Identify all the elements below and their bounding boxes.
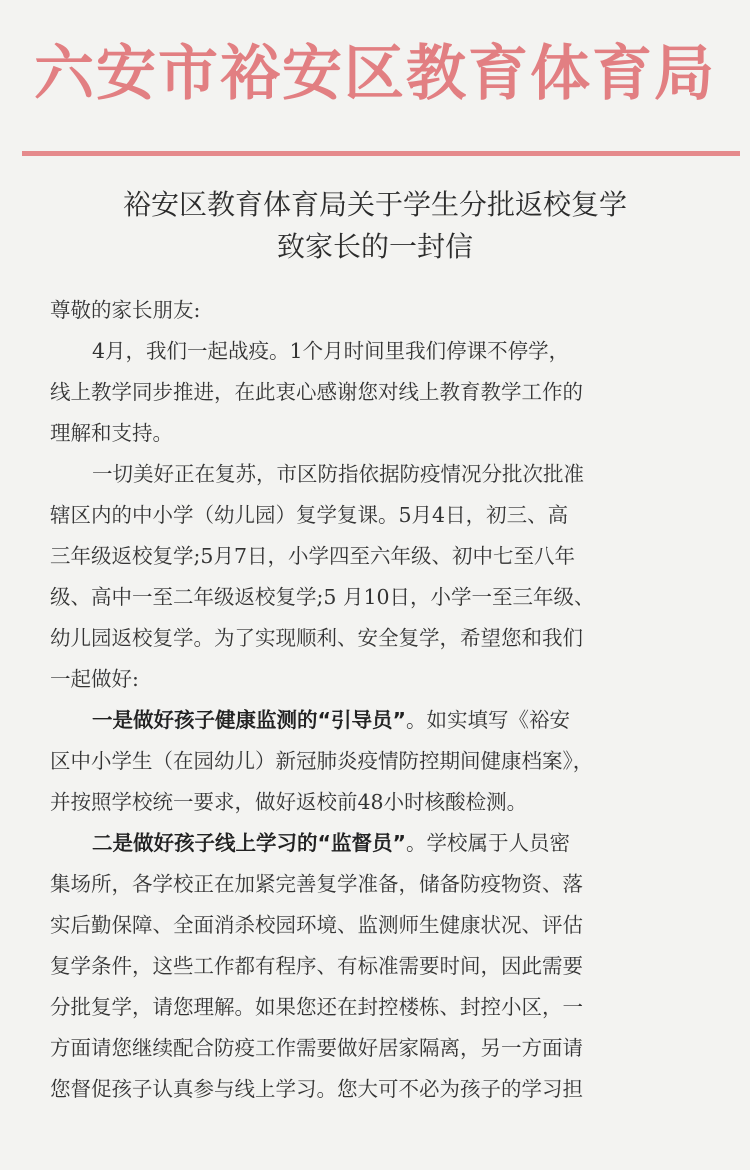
letterhead-divider: [22, 151, 740, 156]
paragraph-4-line-5: 分批复学，请您理解。如果您还在封控楼栋、封控小区，一: [50, 995, 583, 1019]
paragraph-3-bold-lead: 一是做好孩子健康监测的“引导员”: [92, 708, 406, 732]
paragraph-3-line-3: 并按照学校统一要求，做好返校前48小时核酸检测。: [50, 790, 528, 814]
paragraph-2: [50, 454, 710, 700]
paragraph-1-line-3: 理解和支持。: [50, 421, 173, 445]
paragraph-4-line-7: 您督促孩子认真参与线上学习。您大可不必为孩子的学习担: [50, 1077, 583, 1101]
paragraph-2-line-1: 一切美好正在复苏，市区防指依据防疫情况分批次批准: [92, 462, 584, 486]
paragraph-2-line-6: 一起做好:: [50, 667, 139, 691]
paragraph-2-line-5: 幼儿园返校复学。为了实现顺利、安全复学，希望您和我们: [50, 626, 583, 650]
document-title-line-1: 裕安区教育体育局关于学生分批返校复学: [122, 188, 627, 221]
document-title: [0, 184, 750, 268]
paragraph-2-line-4: 级、高中一至二年级返校复学;5 月10日，小学一至三年级、: [50, 585, 595, 609]
paragraph-4: [50, 823, 710, 1110]
paragraph-1-line-1: 4月，我们一起战疫。1个月时间里我们停课不停学，: [92, 339, 570, 363]
salutation: 尊敬的家长朋友:: [50, 298, 201, 322]
letter-body: [50, 290, 710, 1110]
paragraph-4-line-4: 复学条件，这些工作都有程序、有标准需要时间，因此需要: [50, 954, 583, 978]
paragraph-4-line-3: 实后勤保障、全面消杀校园环境、监测师生健康状况、评估: [50, 913, 583, 937]
paragraph-4-line-2: 集场所，各学校正在加紧完善复学准备，储备防疫物资、落: [50, 872, 583, 896]
paragraph-3-line-1: [50, 700, 710, 741]
paragraph-4-line-6: 方面请您继续配合防疫工作需要做好居家隔离，另一方面请: [50, 1036, 583, 1060]
letterhead-org-name: 六安市裕安区教育体育局: [34, 39, 716, 109]
paragraph-4-line-1: [50, 823, 710, 864]
paragraph-4-line-1-rest: 。学校属于人员密: [405, 831, 570, 855]
document-title-line-2: 致家长的一封信: [276, 230, 473, 263]
paragraph-3-line-1-rest: 。如实填写《裕安: [405, 708, 570, 732]
paragraph-2-line-3: 三年级返校复学;5月7日，小学四至六年级、初中七至八年: [50, 544, 575, 568]
paragraph-2-line-2: 辖区内的中小学（幼儿园）复学复课。5月4日，初三、高: [50, 503, 569, 527]
paragraph-1-line-2: 线上教学同步推进，在此衷心感谢您对线上教育教学工作的: [50, 380, 583, 404]
paragraph-1: [50, 331, 710, 454]
paragraph-3: [50, 700, 710, 823]
paragraph-3-line-2: 区中小学生（在园幼儿）新冠肺炎疫情防控期间健康档案》，: [50, 749, 594, 773]
paragraph-4-bold-lead: 二是做好孩子线上学习的“监督员”: [92, 831, 406, 855]
